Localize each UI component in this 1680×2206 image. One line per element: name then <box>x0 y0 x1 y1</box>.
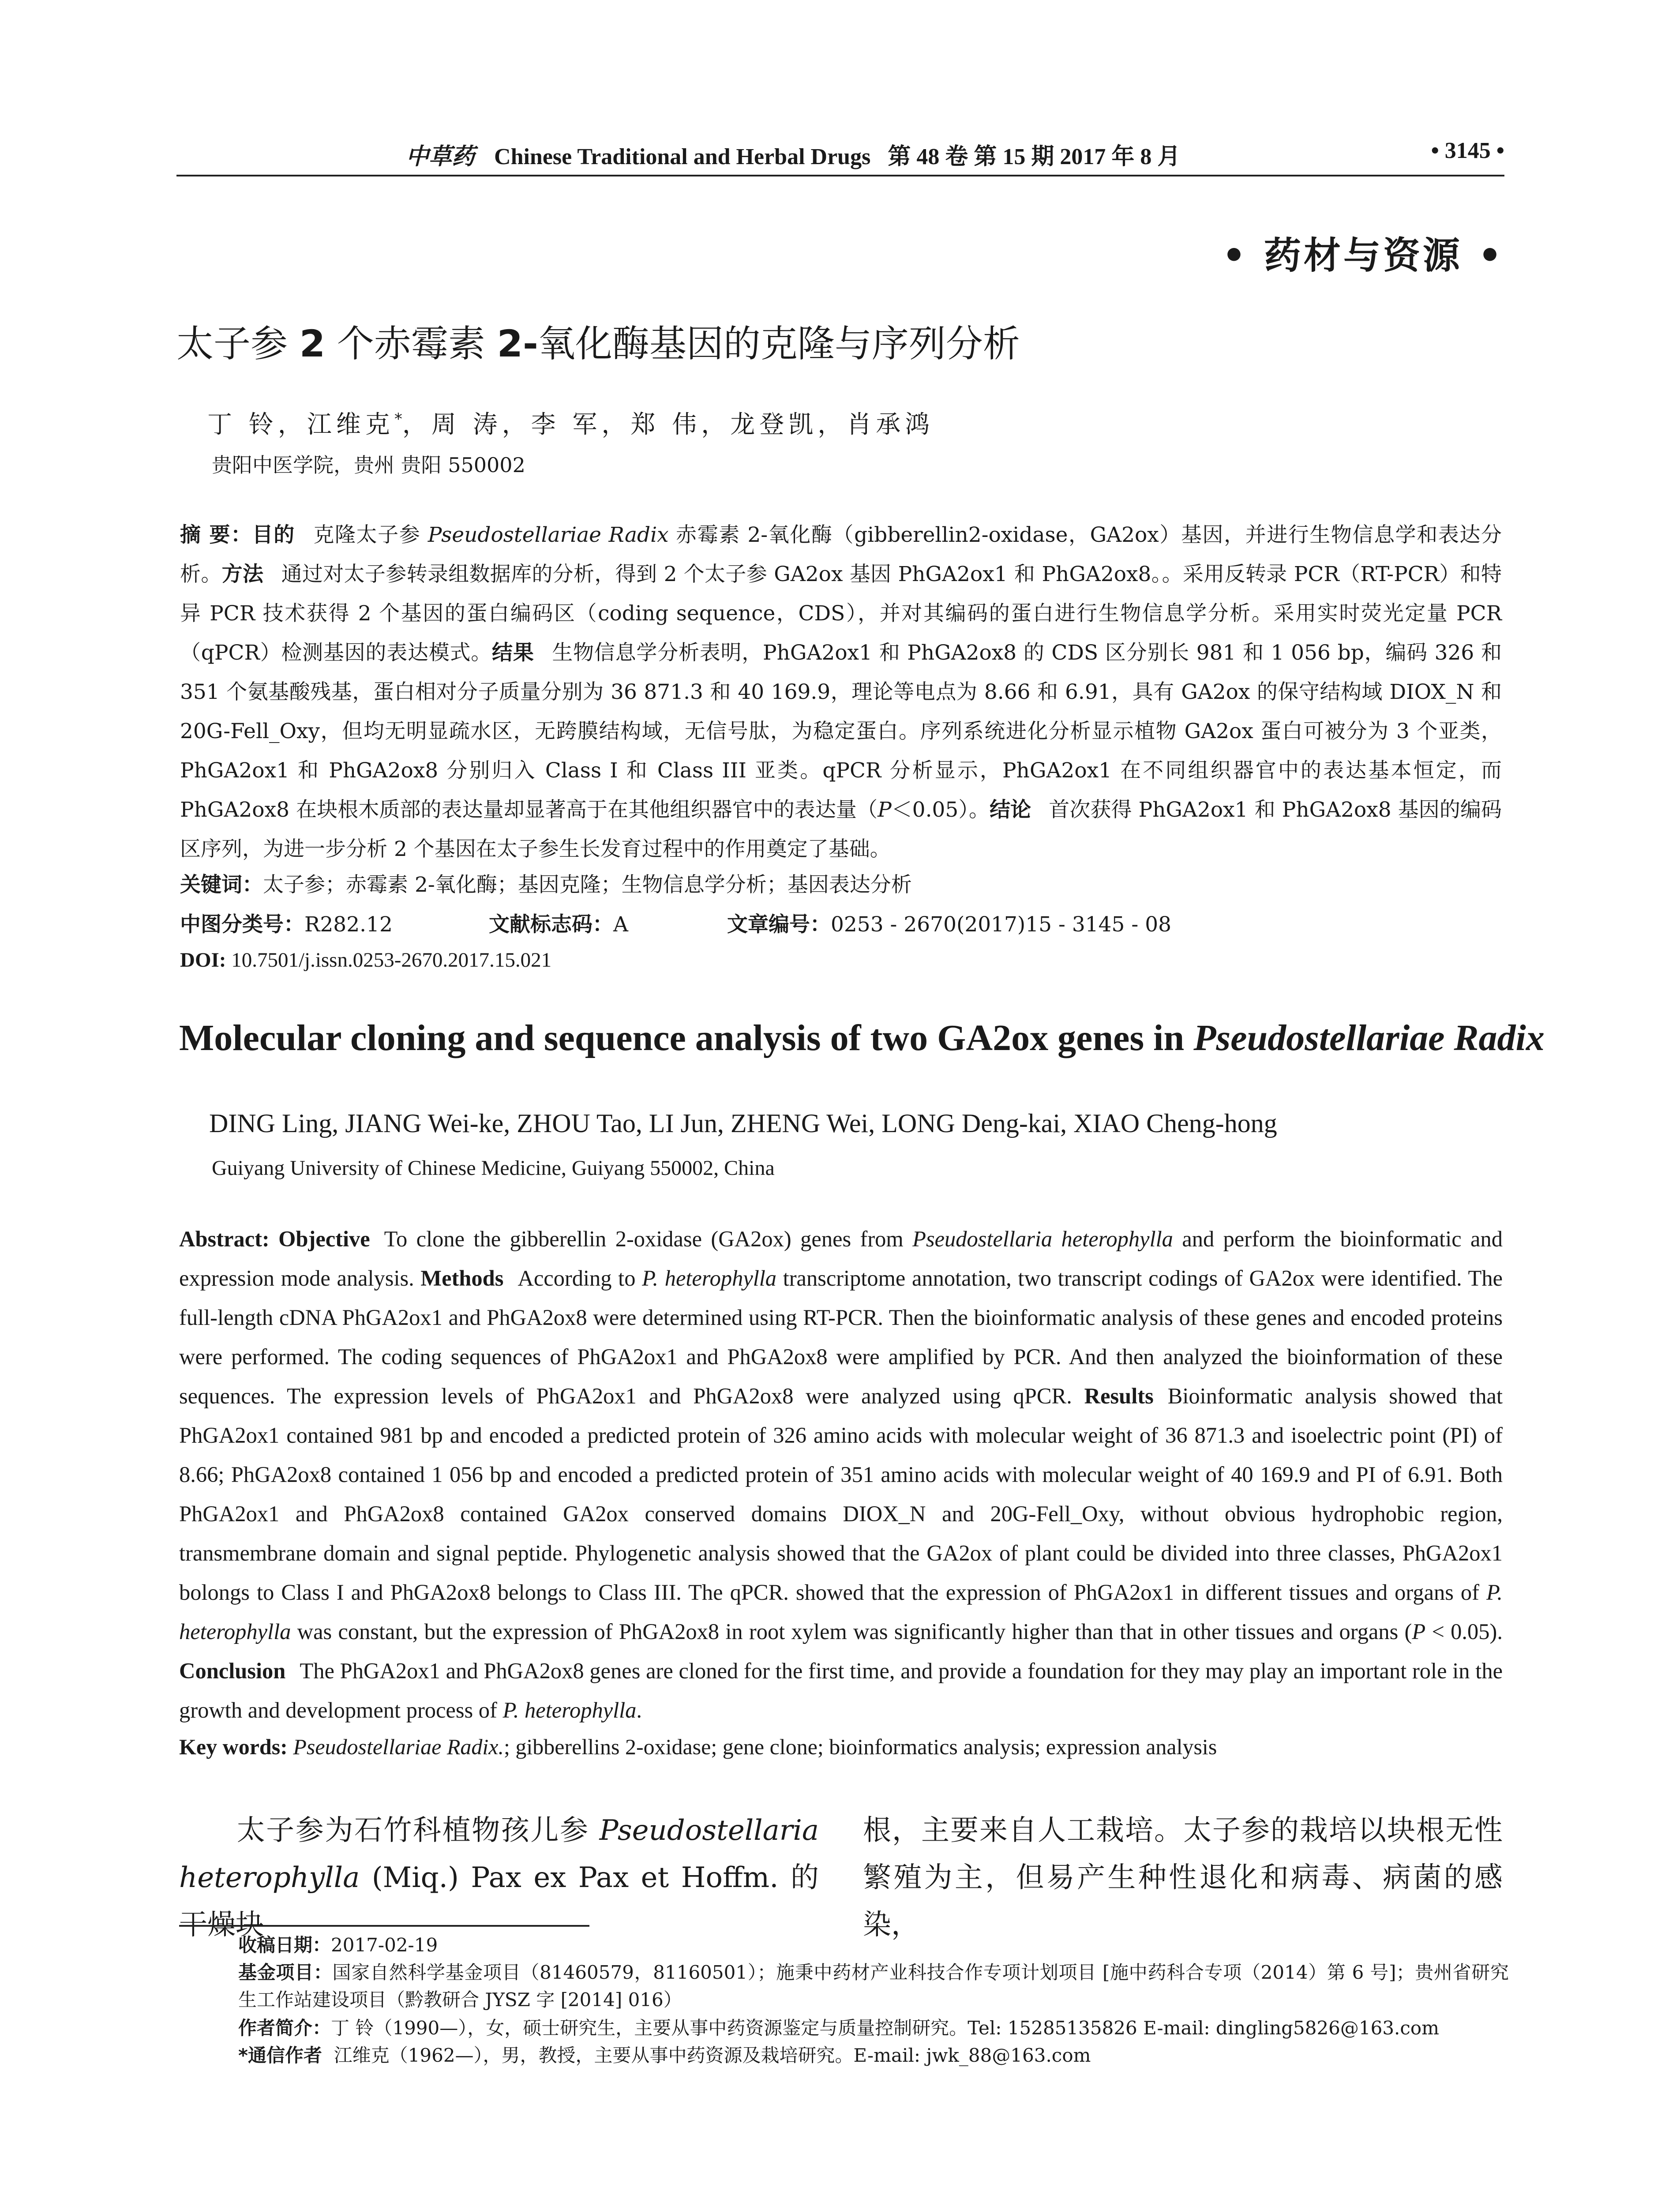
footnote-fund <box>238 1959 1509 2014</box>
footnote-corresponding <box>238 2042 1091 2069</box>
doc-value: A <box>613 912 628 937</box>
keywords-cn <box>180 868 912 898</box>
body-text: 太子参为石竹科植物孩儿参 <box>236 1814 600 1847</box>
p-value-symbol: P <box>878 798 892 822</box>
results-text: < 0.05). <box>1425 1619 1503 1644</box>
results-text: was constant, but the expression of PhGA2ox8 in root xylem was significantly higher than that in other tissues and organs ( <box>291 1619 1412 1644</box>
article-number <box>727 908 1171 938</box>
keywords-en-text: ; gibberellins 2-oxidase; gene clone; bioinformatics analysis; expression analysis <box>504 1734 1217 1759</box>
clc <box>180 912 393 937</box>
conclusion-text: The PhGA2ox1 and PhGA2ox8 genes are cloned for the first time, and provide a foundation for they may play an important role in the growth and development process of <box>179 1658 1503 1722</box>
footnote-received <box>238 1932 438 1959</box>
latin-name: Pseudostellaria heterophylla <box>912 1227 1173 1251</box>
issue-info: 第 48 卷 第 15 期 2017 年 8 月 <box>888 144 1181 169</box>
doi-label: DOI: <box>180 949 226 972</box>
doi-link[interactable]: 10.7501/j.issn.0253-2670.2017.15.021 <box>226 949 552 972</box>
corresponding-mark: * <box>394 410 402 428</box>
results-text: 生物信息学分析表明，PhGA2ox1 和 PhGA2ox8 的 CDS 区分别长 981 和 1 056 bp，编码 326 和 351 个氨基酸残基，蛋白相对分子质量分别为 36 871.3 和 40 169.9，理论等电点为 8.66 和 6.91，具有 GA2ox 的保守结构域 DIOX_N 和 20G-Fell_Oxy，但均无明显疏水区，无跨膜结构域，无信号肽，为稳定蛋白。序列系统进化分析显示植物 GA2ox 蛋白可被分为 3 个亚类，PhGA2ox1 和 PhGA2ox8 分别归入 Class I 和 Class III 亚类。qPCR 分析显示，PhGA2ox1 在不同组织器官中的表达基本恒定，而 PhGA2ox8 在块根木质部的表达量却显著高于在其他组织器官中的表达量（ <box>180 641 1502 822</box>
keywords-text: 太子参；赤霉素 2-氧化酶；基因克隆；生物信息学分析；基因表达分析 <box>263 873 912 897</box>
latin-name: Pseudostellaria heterophylla <box>179 1814 819 1894</box>
title-cn-part: 氧化酶基因的克隆与序列分析 <box>538 322 1020 365</box>
authors-en: DING Ling, JIANG Wei-ke, ZHOU Tao, LI Jun, ZHENG Wei, LONG Deng-kai, XIAO Cheng-hong <box>209 1109 1277 1138</box>
corresponding-bio: 江维克（1962—），男，教授，主要从事中药资源及栽培研究。E-mail: jwk_88@163.com <box>334 2045 1091 2066</box>
body-column-left <box>179 1807 819 1949</box>
body-column-right <box>863 1807 1503 1949</box>
methods-text: transcriptome annotation, two transcript codings of GA2ox were identified. The full-length cDNA PhGA2ox1 and PhGA2ox8 were determined using RT-PCR. Then the bioinformatic analysis of these genes and encoded proteins were performed. The coding sequences of PhGA2ox1 and PhGA2ox8 were amplified by PCR. And then analyzed the bioinformation of these sequences. The expression levels of PhGA2ox1 and PhGA2ox8 were analyzed using qPCR. <box>179 1266 1503 1408</box>
title-en-main: Molecular cloning and sequence analysis of two GA2ox genes in <box>179 1017 1194 1058</box>
journal-name-en: Chinese Traditional and Herbal Drugs <box>494 144 871 169</box>
title-cn-part: 个赤霉素 <box>325 322 497 365</box>
authors-cn <box>207 405 934 440</box>
classification-line <box>180 908 1172 938</box>
results-text: ＜0.05）。 <box>891 798 990 822</box>
received-value: 2017-02-19 <box>331 1934 438 1956</box>
body-text: 根，主要来自人工栽培。太子参的栽培以块根无性繁殖为主，但易产生种性退化和病毒、病菌的感染， <box>863 1814 1503 1941</box>
objective-label: 目的 <box>252 523 295 547</box>
methods-label: Methods <box>420 1266 504 1291</box>
body-text: (Miq.) Pax ex Pax et Hoffm. 的干燥块 <box>179 1861 819 1941</box>
methods-text: According to <box>518 1266 642 1291</box>
header-rule <box>176 175 1504 176</box>
title-cn-part: 太子参 <box>176 322 300 365</box>
abstract-label: 摘 要： <box>180 523 252 547</box>
author-rest: ，周 涛，李 军，郑 伟，龙登凯，肖承鸿 <box>402 410 934 439</box>
results-text: Bioinformatic analysis showed that PhGA2ox1 contained 981 bp and encoded a predicted protein of 326 amino acids with molecular weight of 36 871.3 and isoelectric point (PI) of 8.66; PhGA2ox8 contained 1 056 bp and encoded a predicted protein of 351 amino acids with molecular weight of 40 169.9 and PI of 6.91. Both PhGA2ox1 and PhGA2ox8 contained GA2ox conserved domains DIOX_N and 20G-Fell_Oxy, without obvious hydrophobic region, transmembrane domain and signal peptide. Phylogenetic analysis showed that the GA2ox of plant could be divided into three classes, PhGA2ox1 bolongs to Class I and PhGA2ox8 belongs to Class III. The qPCR. showed that the expression of PhGA2ox1 in different tissues and organs of <box>179 1384 1503 1605</box>
fund-label: 基金项目： <box>238 1962 333 1983</box>
title-cn-number: 2 <box>299 322 326 365</box>
section-tag: • 药材与资源 • <box>1222 234 1504 277</box>
latin-name: P. heterophylla <box>642 1266 777 1291</box>
page-number: • 3145 • <box>1431 138 1504 163</box>
title-cn <box>176 314 1020 368</box>
affiliation-cn: 贵阳中医学院，贵州 贵阳 550002 <box>212 453 525 477</box>
author-bio-label: 作者简介： <box>238 2017 331 2039</box>
affiliation-en: Guiyang University of Chinese Medicine, Guiyang 550002, China <box>212 1156 775 1180</box>
results-label: 结果 <box>492 641 534 665</box>
article-value: 0253 - 2670(2017)15 - 3145 - 08 <box>831 912 1172 937</box>
footnote-rule <box>179 1925 589 1927</box>
doc-code <box>489 908 628 938</box>
latin-name: P. heterophylla <box>502 1698 637 1722</box>
objective-text: To clone the gibberellin 2-oxidase (GA2ox) genes from <box>384 1227 913 1251</box>
received-label: 收稿日期： <box>238 1934 331 1956</box>
results-label: Results <box>1084 1384 1154 1408</box>
clc-label: 中图分类号： <box>180 912 304 937</box>
objective-text: 克隆太子参 <box>312 523 428 547</box>
keywords-en-label: Key words: <box>179 1734 288 1759</box>
latin-name: Pseudostellariae Radix <box>428 523 669 547</box>
conclusion-label: 结论 <box>990 798 1031 822</box>
latin-name: P. heterophylla <box>179 1580 1503 1644</box>
keywords-en <box>179 1734 1217 1760</box>
doc-label: 文献标志码： <box>489 912 613 937</box>
running-header-journal <box>406 138 1180 171</box>
author-bio: 丁 铃（1990—），女，硕士研究生，主要从事中药资源鉴定与质量控制研究。Tel: 15285135826 E-mail: dingling5826@163.com <box>331 2017 1440 2039</box>
conclusion-text: 首次获得 PhGA2ox1 和 PhGA2ox8 基因的编码区序列，为进一步分析 2 个基因在太子参生长发育过程中的作用奠定了基础。 <box>180 798 1502 861</box>
clc-value: R282.12 <box>304 912 393 937</box>
journal-logo-cn: 中草药 <box>406 143 475 170</box>
title-cn-bold: 2- <box>497 322 538 365</box>
objective-text: 赤霉素 2-氧化酶（gibberellin2-oxidase，GA2ox）基因，并进行生物信息学和表达分析。 <box>180 523 1502 586</box>
abstract-en <box>179 1219 1503 1730</box>
running-header <box>176 138 1504 169</box>
title-en <box>179 1017 1545 1059</box>
author-first: 丁 铃，江维克 <box>207 410 394 439</box>
methods-text: 通过对太子参转录组数据库的分析，得到 2 个太子参 GA2ox 基因 PhGA2ox1 和 PhGA2ox8。。采用反转录 PCR（RT-PCR）和特异 PCR 技术获得 2 个基因的蛋白编码区（coding sequence，CDS），并对其编码的蛋白进行生物信息学分析。采用实时荧光定量 PCR（qPCR）检测基因的表达模式。 <box>180 562 1502 665</box>
abstract-en-label: Abstract: Objective <box>179 1227 370 1251</box>
doi-line <box>180 948 551 972</box>
footnote-author <box>238 2015 1439 2042</box>
title-en-latin: Pseudostellariae Radix <box>1193 1017 1545 1058</box>
conclusion-text: . <box>636 1698 642 1722</box>
p-value-symbol: P <box>1412 1619 1426 1644</box>
conclusion-label: Conclusion <box>179 1658 286 1683</box>
keywords-label: 关键词： <box>180 873 263 897</box>
keywords-en-latin: Pseudostellariae Radix. <box>287 1734 504 1759</box>
fund-value: 国家自然科学基金项目（81460579，81160501）；施秉中药材产业科技合作专项计划项目 [施中药科合专项（2014）第 6 号]；贵州省研究生工作站建设项目（黔教研合 JYSZ 字 [2014] 016） <box>238 1962 1509 2011</box>
article-label: 文章编号： <box>727 912 831 937</box>
methods-label: 方法 <box>221 562 264 586</box>
corresponding-label: *通信作者 <box>238 2045 322 2066</box>
abstract-cn <box>180 515 1502 869</box>
objective-text: and perform the bioinformatic and expression mode analysis. <box>179 1227 1503 1291</box>
